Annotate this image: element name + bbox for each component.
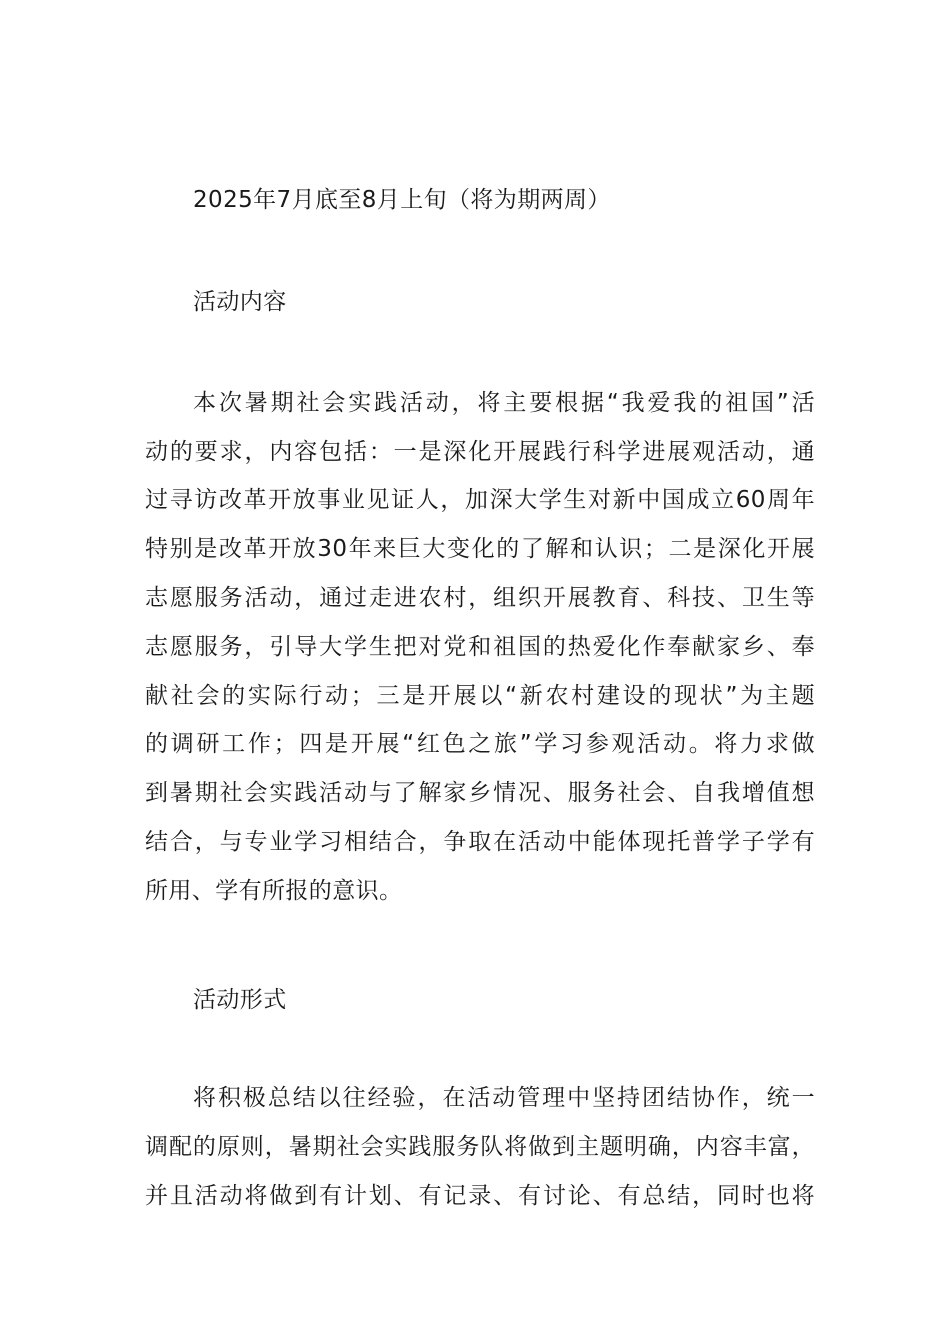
- paragraph-line: 本次暑期社会实践活动，将主要根据“我爱我的祖国”活: [193, 390, 815, 416]
- heading-activity-content: 活动内容: [193, 289, 287, 315]
- paragraph-line: 并且活动将做到有计划、有记录、有讨论、有总结，同时也将: [145, 1183, 815, 1209]
- paragraph-line: 过寻访改革开放事业见证人，加深大学生对新中国成立60周年: [145, 487, 815, 513]
- paragraph-line: 的调研工作；四是开展“红色之旅”学习参观活动。将力求做: [145, 731, 815, 757]
- paragraph-line: 结合，与专业学习相结合，争取在活动中能体现托普学子学有: [145, 829, 815, 855]
- paragraph-line: 调配的原则，暑期社会实践服务队将做到主题明确，内容丰富，: [145, 1134, 815, 1160]
- date-line: 2025年7月底至8月上旬（将为期两周）: [193, 187, 611, 213]
- paragraph-line: 所用、学有所报的意识。: [145, 878, 403, 904]
- paragraph-line: 动的要求，内容包括：一是深化开展践行科学进展观活动，通: [145, 439, 815, 465]
- paragraph-line: 志愿服务，引导大学生把对党和祖国的热爱化作奉献家乡、奉: [145, 634, 815, 660]
- paragraph-line: 到暑期社会实践活动与了解家乡情况、服务社会、自我增值想: [145, 780, 815, 806]
- paragraph-line: 特别是改革开放30年来巨大变化的了解和认识；二是深化开展: [145, 536, 815, 562]
- paragraph-line: 志愿服务活动，通过走进农村，组织开展教育、科技、卫生等: [145, 585, 815, 611]
- paragraph-line: 将积极总结以往经验，在活动管理中坚持团结协作，统一: [193, 1085, 815, 1111]
- heading-activity-form: 活动形式: [193, 987, 287, 1013]
- paragraph-line: 献社会的实际行动；三是开展以“新农村建设的现状”为主题: [145, 683, 815, 709]
